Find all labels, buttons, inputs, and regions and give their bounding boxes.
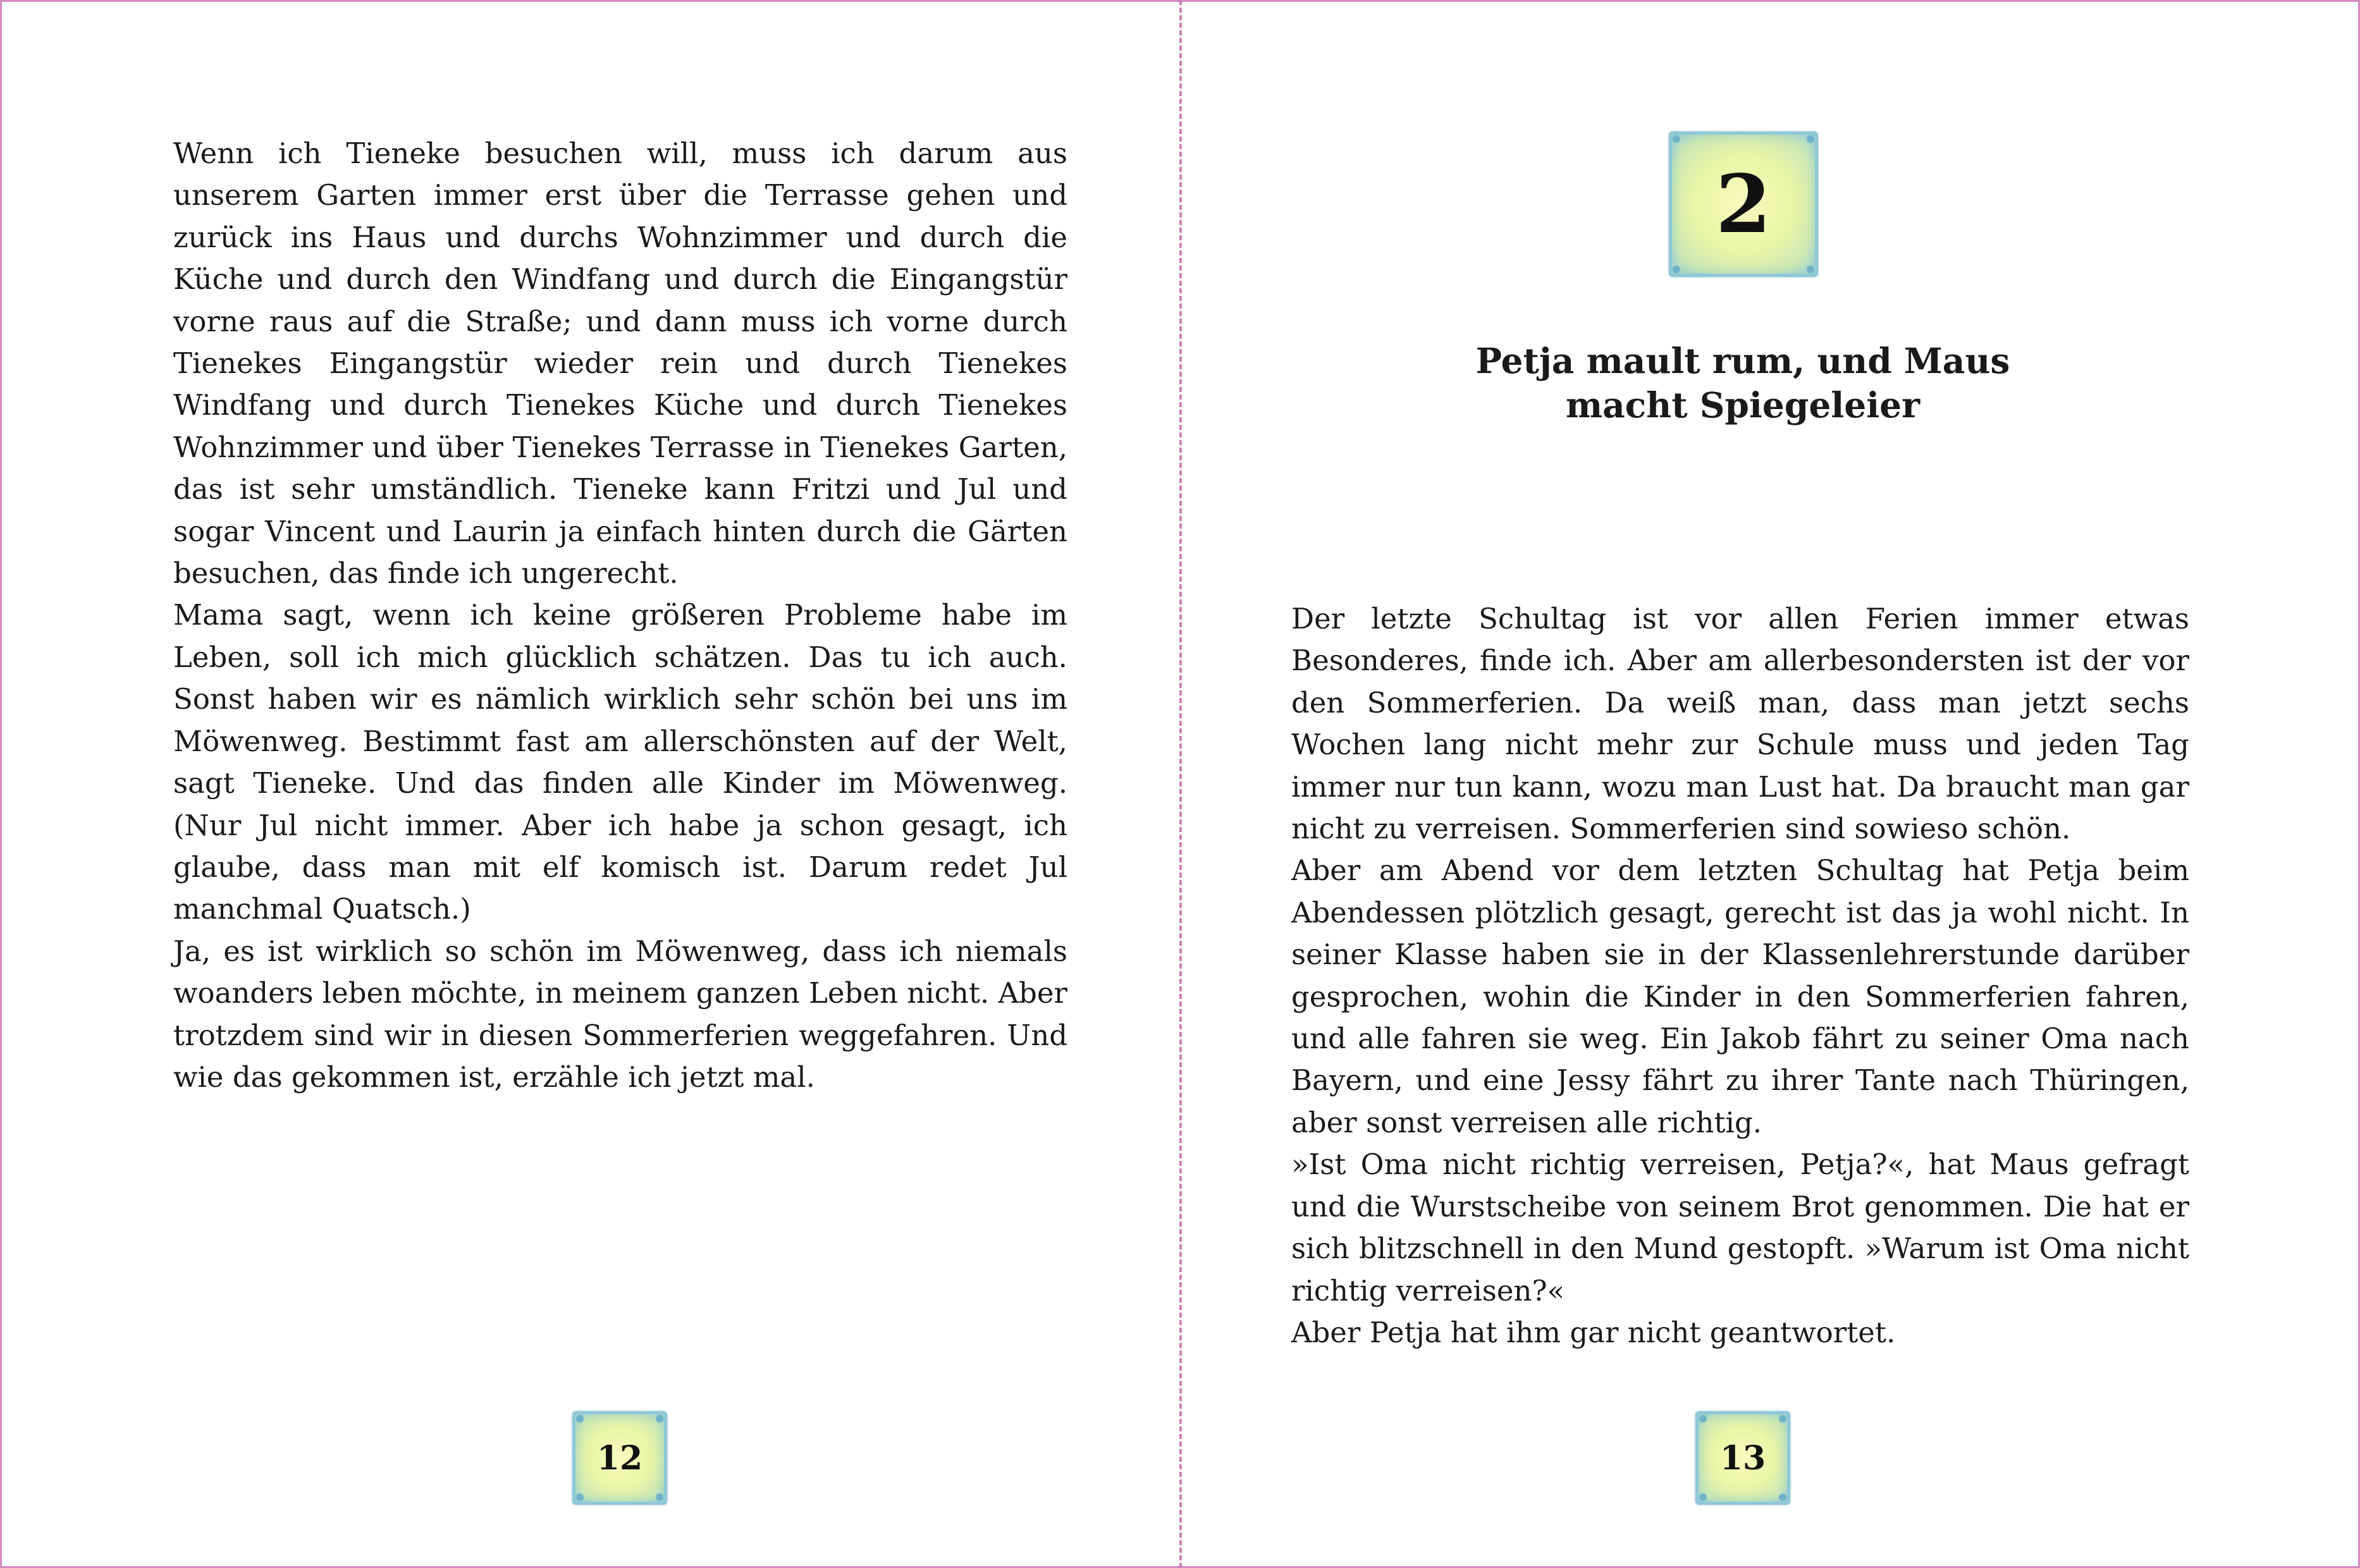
chapter-number-tile xyxy=(1669,132,1818,277)
chapter-title-line: macht Spiegeleier xyxy=(1565,384,1921,426)
paragraph: Wenn ich Tieneke besuchen will, muss ich darum aus unserem Garten immer erst über die Terrasse gehen und zurück ins Haus und durchs Wohnzimmer und durch die Küche und durch den Windfang und durch die Eingangstür vorne raus auf die Straße; und dann muss ich vorne durch Tienekes Eingangstür wieder rein und durch Tienekes Windfang und durch Tienekes Küche und durch Tienekes Wohnzimmer und über Tienekes Terrasse in Tienekes Garten, das ist sehr umständlich. Tieneke kann Fritzi und Jul und sogar Vincent und Laurin ja einfach hinten durch die Gärten besuchen, das finde ich ungerecht. xyxy=(173,137,1067,591)
paragraph: Aber Petja hat ihm gar nicht geantwortet. xyxy=(1291,1315,1896,1349)
right-page-text xyxy=(1291,598,2189,1354)
page-number: 12 xyxy=(596,1438,643,1478)
paragraph: Mama sagt, wenn ich keine größeren Probleme habe im Leben, soll ich mich glücklich schätzen. Das tu ich auch. Sonst haben wir es nämlich wirklich sehr schön bei uns im Möwenweg. Bestimmt fast am allerschönsten auf der Welt, sagt Tieneke. Und das finden alle Kinder im Möwenweg. (Nur Jul nicht immer. Aber ich habe ja schon gesagt, ich glaube, dass man mit elf komisch ist. Darum redet Jul manchmal Quatsch.) xyxy=(173,598,1067,926)
left-page-text xyxy=(173,133,1067,1098)
page-number-tile xyxy=(572,1411,667,1505)
page-number: 13 xyxy=(1719,1438,1766,1478)
paragraph: Ja, es ist wirklich so schön im Möwenweg, dass ich niemals woanders leben möchte, in meinem ganzen Leben nicht. Aber trotzdem sind wir in diesen Sommerferien weggefahren. Und wie das gekommen ist, erzähle ich jetzt mal. xyxy=(173,934,1067,1094)
page-number-tile xyxy=(1695,1411,1790,1505)
right-page xyxy=(1180,0,2360,1568)
chapter-title xyxy=(1370,339,2116,427)
chapter-title-line: Petja mault rum, und Maus xyxy=(1475,340,2010,381)
chapter-number: 2 xyxy=(1716,157,1771,251)
paragraph: »Ist Oma nicht richtig verreisen, Petja?«, hat Maus gefragt und die Wurstscheibe von seinem Brot genommen. Die hat er sich blitzschnell in den Mund gestopft. »Warum ist Oma nicht richtig verreisen?« xyxy=(1291,1148,2189,1308)
paragraph: Der letzte Schultag ist vor allen Ferien immer etwas Besonderes, finde ich. Aber am allerbesondersten ist der vor den Sommerferien. Da weiß man, dass man jetzt sechs Wochen lang nicht mehr zur Schule muss und jeden Tag immer nur tun kann, wozu man Lust hat. Da braucht man gar nicht zu verreisen. Sommerferien sind sowieso schön. xyxy=(1291,602,2189,846)
paragraph: Aber am Abend vor dem letzten Schultag hat Petja beim Abendessen plötzlich gesagt, gerecht ist das ja wohl nicht. In seiner Klasse haben sie in der Klassenlehrerstunde darüber gesprochen, wohin die Kinder in den Sommerferien fahren, und alle fahren sie weg. Ein Jakob fährt zu seiner Oma nach Bayern, und eine Jessy fährt zu ihrer Tante nach Thüringen, aber sonst verreisen alle richtig. xyxy=(1291,854,2189,1139)
